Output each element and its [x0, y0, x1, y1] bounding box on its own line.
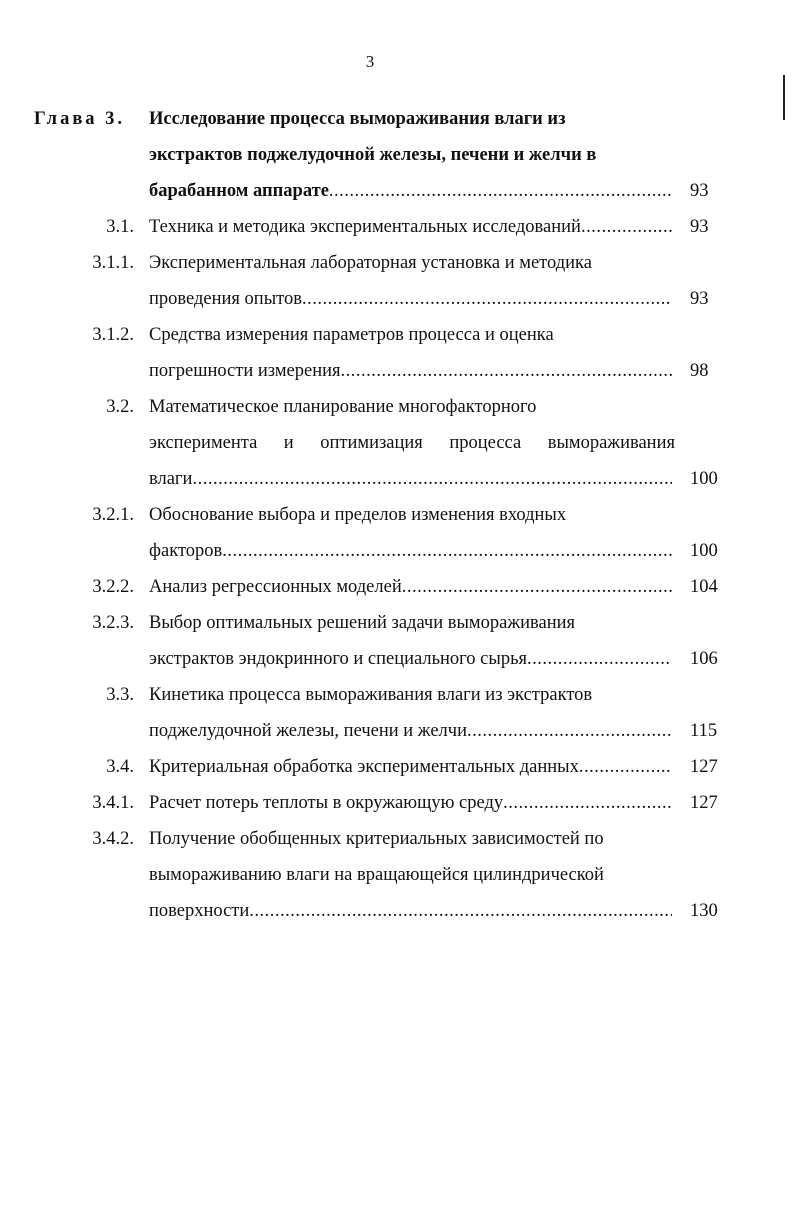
section-title: экстрактов эндокринного и специального сырья [149, 649, 528, 669]
section-title: Техника и методика экспериментальных исследований [149, 217, 581, 237]
dot-leader [527, 641, 672, 677]
dot-leader [402, 569, 672, 605]
chapter-title-line: экстрактов поджелудочной железы, печени и желчи в [149, 145, 597, 165]
dot-leader [503, 785, 672, 821]
entry-leader [149, 641, 672, 677]
section-title: вымораживанию влаги на вращающейся цилиндрической [149, 865, 604, 885]
page-ref: 130 [690, 901, 718, 921]
entry-leader [149, 281, 672, 317]
page-ref: 93 [690, 181, 709, 201]
section-number: 3.4.2. [92, 829, 134, 849]
chapter-title-line: барабанном аппарате [149, 181, 329, 201]
page-ref: 115 [690, 721, 718, 741]
section-number: 3.2.1. [92, 505, 134, 525]
dot-leader [192, 461, 672, 497]
section-number: 3.4. [106, 757, 134, 777]
page-ref: 98 [690, 361, 709, 381]
section-number: 3.1.1. [92, 253, 134, 273]
dot-leader [329, 173, 672, 209]
table-of-contents [0, 101, 799, 929]
toc-entry [0, 317, 799, 353]
toc-chapter-line [0, 137, 799, 173]
section-number: 3.2. [106, 397, 134, 417]
toc-entry-continuation [0, 353, 799, 389]
section-title: погрешности измерения [149, 361, 341, 381]
entry-leader [149, 713, 672, 749]
dot-leader [467, 713, 672, 749]
section-title: Критериальная обработка экспериментальных данных [149, 757, 579, 777]
section-title: Средства измерения параметров процесса и оценка [149, 325, 554, 345]
page-ref: 127 [690, 793, 718, 813]
page-ref: 127 [690, 757, 718, 777]
entry-leader [149, 209, 672, 245]
page-ref: 104 [690, 577, 718, 597]
dot-leader [341, 353, 672, 389]
section-number: 3.3. [106, 685, 134, 705]
toc-entry [0, 677, 799, 713]
page-number: 3 [365, 52, 375, 71]
toc-entry [0, 749, 799, 785]
entry-leader [149, 353, 672, 389]
dot-leader [581, 209, 672, 245]
section-number: 3.4.1. [92, 793, 134, 813]
page-ref: 100 [690, 541, 718, 561]
toc-entry-continuation [0, 857, 799, 893]
dot-leader [579, 749, 672, 785]
dot-leader [249, 893, 672, 929]
page-ref: 106 [690, 649, 718, 669]
section-number: 3.2.3. [92, 613, 134, 633]
section-title: Получение обобщенных критериальных зависимостей по [149, 829, 604, 849]
section-number: 3.2.2. [92, 577, 134, 597]
entry-leader [149, 461, 672, 497]
section-title: Расчет потерь теплоты в окружающую среду [149, 793, 504, 813]
toc-entry [0, 209, 799, 245]
chapter-title-line: Исследование процесса вымораживания влаги из [149, 109, 566, 129]
entry-leader [149, 569, 672, 605]
section-title: поджелудочной железы, печени и желчи [149, 721, 467, 741]
toc-entry-continuation [0, 281, 799, 317]
section-title: влаги [149, 469, 193, 489]
chapter-label: Глава 3. [34, 109, 126, 129]
section-title: Математическое планирование многофакторного [149, 397, 537, 417]
dot-leader [222, 533, 672, 569]
section-title: Обоснование выбора и пределов изменения входных [149, 505, 567, 525]
toc-entry-continuation [0, 533, 799, 569]
entry-leader [149, 785, 672, 821]
section-title: поверхности [149, 901, 250, 921]
section-title: Выбор оптимальных решений задачи вымораживания [149, 613, 576, 633]
toc-entry [0, 245, 799, 281]
section-title: факторов [149, 541, 223, 561]
toc-entry [0, 605, 799, 641]
page-ref: 93 [690, 217, 709, 237]
section-number: 3.1. [106, 217, 134, 237]
toc-entry [0, 821, 799, 857]
toc-entry-continuation [0, 713, 799, 749]
section-title: проведения опытов [149, 289, 302, 309]
section-title: Экспериментальная лабораторная установка и методика [149, 253, 592, 273]
section-title: эксперимента и оптимизация процесса вымораживания [149, 433, 675, 453]
toc-entry-continuation [0, 641, 799, 677]
entry-leader [149, 533, 672, 569]
toc-entry [0, 569, 799, 605]
page-ref: 100 [690, 469, 718, 489]
toc-entry-continuation [0, 461, 799, 497]
toc-chapter-line [0, 101, 799, 137]
chapter-title-leader [149, 173, 672, 209]
section-number: 3.1.2. [92, 325, 134, 345]
toc-entry [0, 785, 799, 821]
toc-chapter-line [0, 173, 799, 209]
section-title: Кинетика процесса вымораживания влаги из экстрактов [149, 685, 593, 705]
toc-entry [0, 497, 799, 533]
dot-leader [302, 281, 672, 317]
entry-leader [149, 893, 672, 929]
entry-leader [149, 749, 672, 785]
section-title: Анализ регрессионных моделей [149, 577, 402, 597]
toc-entry-continuation [0, 425, 799, 461]
toc-entry [0, 389, 799, 425]
toc-entry-continuation [0, 893, 799, 929]
page-ref: 93 [690, 289, 709, 309]
